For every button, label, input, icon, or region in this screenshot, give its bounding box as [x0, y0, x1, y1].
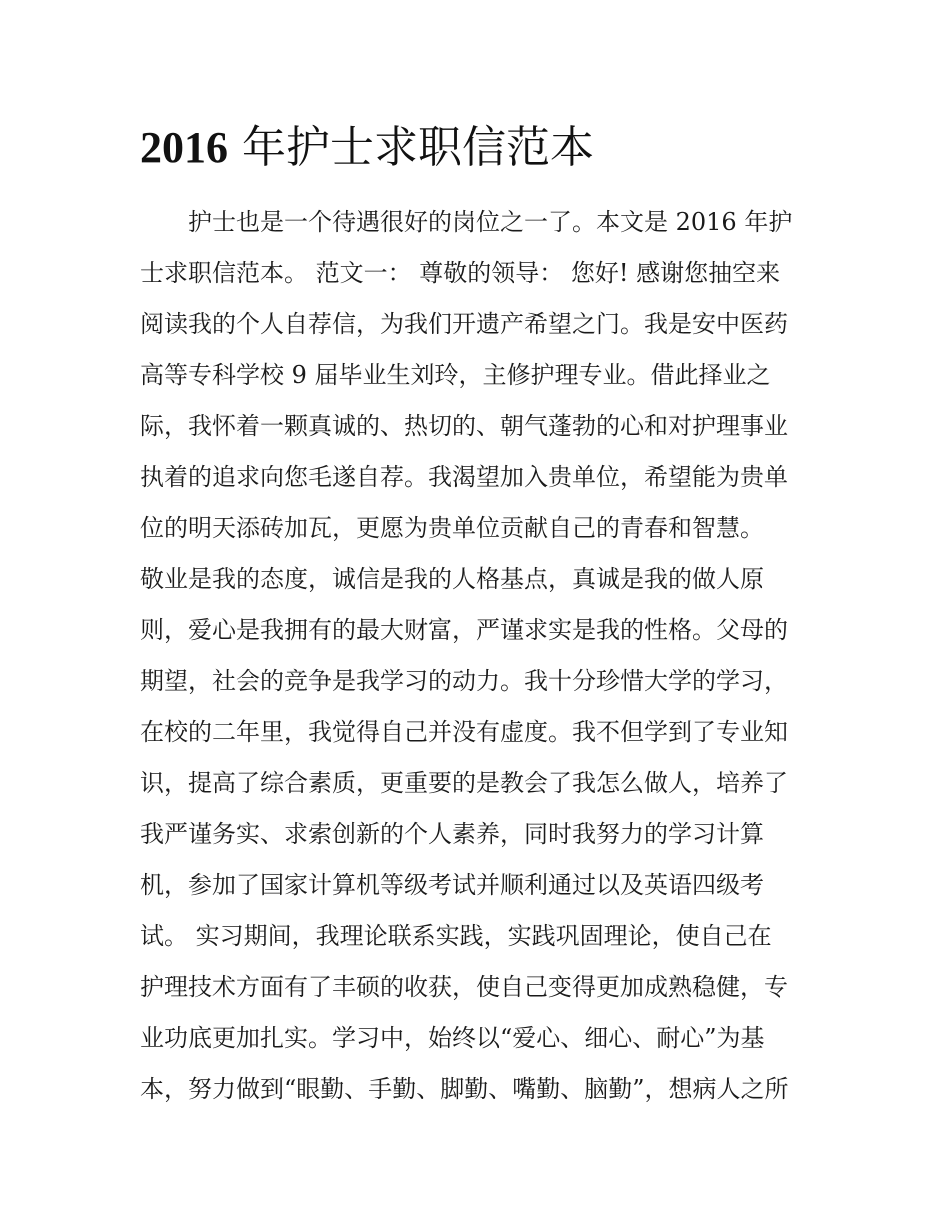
document-title — [140, 118, 820, 178]
body-line: 高等专科学校 9 届毕业生刘玲，主修护理专业。借此择业之 — [140, 361, 771, 389]
body-line: 阅读我的个人自荐信，为我们开遗产希望之门。我是安中医药 — [140, 310, 788, 338]
body-line: 执着的追求向您毛遂自荐。我渴望加入贵单位，希望能为贵单 — [140, 463, 788, 491]
body-line: 机，参加了国家计算机等级考试并顺利通过以及英语四级考 — [140, 871, 764, 899]
title-year: 2016 — [140, 123, 228, 172]
body-line: 我严谨务实、求索创新的个人素养，同时我努力的学习计算 — [140, 820, 764, 848]
body-line: 在校的二年里，我觉得自己并没有虚度。我不但学到了专业知 — [140, 718, 788, 746]
body-line: 护士也是一个待遇很好的岗位之一了。本文是 2016 年护 — [188, 208, 793, 236]
body-line: 位的明天添砖加瓦，更愿为贵单位贡献自己的青春和智慧。 — [140, 514, 764, 542]
body-line: 际，我怀着一颗真诚的、热切的、朝气蓬勃的心和对护理事业 — [140, 412, 788, 440]
body-line: 敬业是我的态度，诚信是我的人格基点，真诚是我的做人原 — [140, 565, 764, 593]
title-text: 年护士求职信范本 — [228, 122, 594, 173]
body-line: 士求职信范本。 范文一： 尊敬的领导： 您好! 感谢您抽空来 — [140, 259, 781, 287]
body-line: 则，爱心是我拥有的最大财富，严谨求实是我的性格。父母的 — [140, 616, 788, 644]
body-line: 业功底更加扎实。学习中，始终以“爱心、细心、耐心”为基 — [140, 1024, 765, 1052]
body-line: 识，提高了综合素质，更重要的是教会了我怎么做人，培养了 — [140, 769, 788, 797]
body-line: 本，努力做到“眼勤、手勤、脚勤、嘴勤、脑勤”，想病人之所 — [140, 1075, 789, 1103]
document-body — [140, 197, 820, 1115]
body-line: 护理技术方面有了丰硕的收获，使自己变得更加成熟稳健，专 — [140, 973, 788, 1001]
body-line: 试。 实习期间，我理论联系实践，实践巩固理论，使自己在 — [140, 922, 772, 950]
body-line: 期望，社会的竞争是我学习的动力。我十分珍惜大学的学习， — [140, 667, 788, 695]
